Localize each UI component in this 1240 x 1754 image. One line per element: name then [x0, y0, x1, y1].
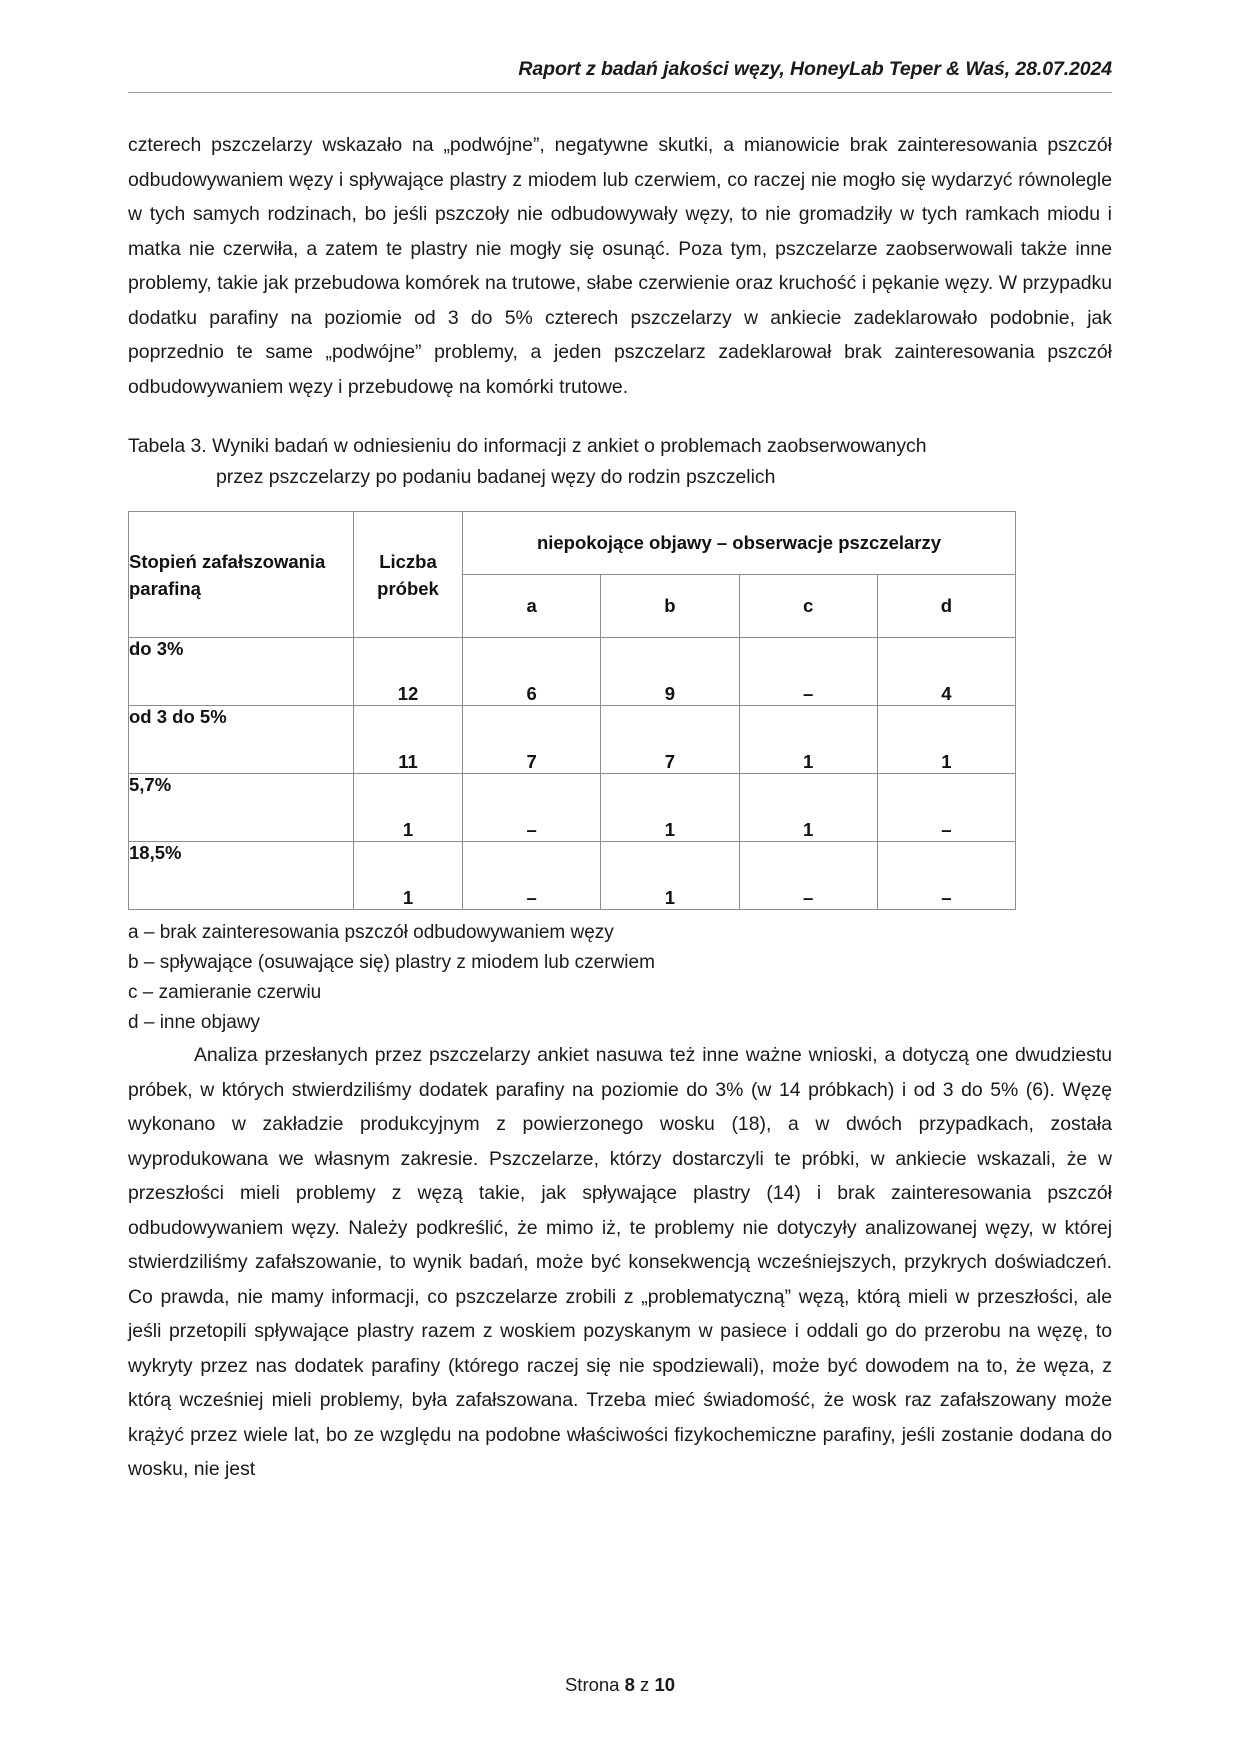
footer-page-number: 8 [624, 1674, 635, 1695]
table-row [129, 774, 1016, 842]
header-adulteration-degree: Stopień zafałszowania parafiną [129, 512, 354, 638]
row-value-d: 1 [877, 706, 1015, 774]
table-caption-line1: Tabela 3. Wyniki badań w odniesieniu do informacji z ankiet o problemach zaobserwowanych [128, 435, 927, 457]
row-value-b: 1 [601, 842, 739, 910]
row-value-c: 1 [739, 706, 877, 774]
row-value-d: – [877, 842, 1015, 910]
table-row [129, 706, 1016, 774]
row-value-c: 1 [739, 774, 877, 842]
page-content [128, 128, 1112, 1487]
row-value-d: – [877, 774, 1015, 842]
row-value-c: – [739, 638, 877, 706]
header-sample-count: Liczba próbek [354, 512, 463, 638]
legend-item-c: c – zamieranie czerwiu [128, 982, 322, 1003]
table-caption-line2: przez pszczelarzy po podaniu badanej węzy do rodzin pszczelich [216, 466, 776, 488]
table-body [129, 638, 1016, 910]
legend-item-b: b – spływające (osuwające się) plastry z miodem lub czerwiem [128, 952, 655, 973]
footer-prefix: Strona [564, 1674, 625, 1695]
row-count: 1 [354, 842, 463, 910]
paragraph-analysis: Analiza przesłanych przez pszczelarzy ankiet nasuwa też inne ważne wnioski, a dotyczą one dwudziestu próbek, w których stwierdziliśmy dodatek parafiny na poziomie do 3% (w 14 próbkach) i od 3 do 5% (6). Węzę wykonano w zakładzie produkcyjnym z powierzonego wosku (18), a w dwóch przypadkach, została wyprodukowana we własnym zakresie. Pszczelarze, którzy dostarczyli te próbki, w ankiecie wskazali, że w przeszłości mieli problemy z węzą takie, jak spływające plastry (14) i brak zainteresowania pszczół odbudowywaniem węzy. Należy podkreślić, że mimo iż, te problemy nie dotyczyły analizowanej węzy, w której stwierdziliśmy zafałszowanie, to wynik badań, może być konsekwencją wcześniejszych, przykrych doświadczeń. Co prawda, nie mamy informacji, co pszczelarze zrobili z „problematyczną” węzą, którą mieli w przeszłości, ale jeśli przetopili spływające plastry razem z woskiem pozyskanym w pasiece i oddali go do przerobu na węzę, to wykryty przez nas dodatek parafiny (którego raczej się nie spodziewali), może być dowodem na to, że węza, z którą wcześniej mieli problemy, była zafałszowana. Trzeba mieć świadomość, że wosk raz zafałszowany może krążyć przez wiele lat, bo ze względu na podobne właściwości fizykochemiczne parafiny, jeśli zostanie dodana do wosku, nie jest [128, 1044, 1112, 1480]
table-header-row-1 [129, 512, 1016, 575]
row-value-a: – [463, 774, 601, 842]
row-value-a: 6 [463, 638, 601, 706]
table-caption [128, 431, 1112, 493]
row-label: do 3% [129, 638, 354, 706]
row-label: 5,7% [129, 774, 354, 842]
table-legend [128, 918, 1112, 1038]
page-footer [0, 1674, 1240, 1696]
row-count: 1 [354, 774, 463, 842]
row-value-d: 4 [877, 638, 1015, 706]
header-symptom-a: a [463, 575, 601, 638]
header-symptoms-group: niepokojące objawy – obserwacje pszczelarzy [463, 512, 1016, 575]
row-value-a: – [463, 842, 601, 910]
row-label: od 3 do 5% [129, 706, 354, 774]
table-row [129, 842, 1016, 910]
header-symptom-c: c [739, 575, 877, 638]
legend-item-d: d – inne objawy [128, 1012, 261, 1033]
row-value-b: 1 [601, 774, 739, 842]
results-table [128, 511, 1016, 910]
row-value-b: 7 [601, 706, 739, 774]
footer-middle: z [634, 1674, 655, 1695]
row-value-c: – [739, 842, 877, 910]
footer-total-pages: 10 [654, 1674, 676, 1695]
row-value-b: 9 [601, 638, 739, 706]
page-header: Raport z badań jakości węzy, HoneyLab Teper & Waś, 28.07.2024 [128, 58, 1112, 93]
header-symptom-b: b [601, 575, 739, 638]
table-row [129, 638, 1016, 706]
row-label: 18,5% [129, 842, 354, 910]
row-count: 11 [354, 706, 463, 774]
paragraph-continuation: czterech pszczelarzy wskazało na „podwójne”, negatywne skutki, a mianowicie brak zainteresowania pszczół odbudowywaniem węzy i spływające plastry z miodem lub czerwiem, co raczej nie mogło się wydarzyć równolegle w tych samych rodzinach, bo jeśli pszczoły nie odbudowywały węzy, to nie gromadziły w tych ramkach miodu i matka nie czerwiła, a zatem te plastry nie mogły się osunąć. Poza tym, pszczelarze zaobserwowali także inne problemy, takie jak przebudowa komórek na trutowe, słabe czerwienie oraz kruchość i pękanie węzy. W przypadku dodatku parafiny na poziomie od 3 do 5% czterech pszczelarzy w ankiecie zadeklarowało podobnie, jak poprzednio te same „podwójne” problemy, a jeden pszczelarz zadeklarował brak zainteresowania pszczół odbudowywaniem węzy i przebudowę na komórki trutowe. [128, 134, 1112, 398]
legend-item-a: a – brak zainteresowania pszczół odbudowywaniem węzy [128, 922, 614, 943]
header-symptom-d: d [877, 575, 1015, 638]
row-value-a: 7 [463, 706, 601, 774]
table-head [129, 512, 1016, 638]
row-count: 12 [354, 638, 463, 706]
